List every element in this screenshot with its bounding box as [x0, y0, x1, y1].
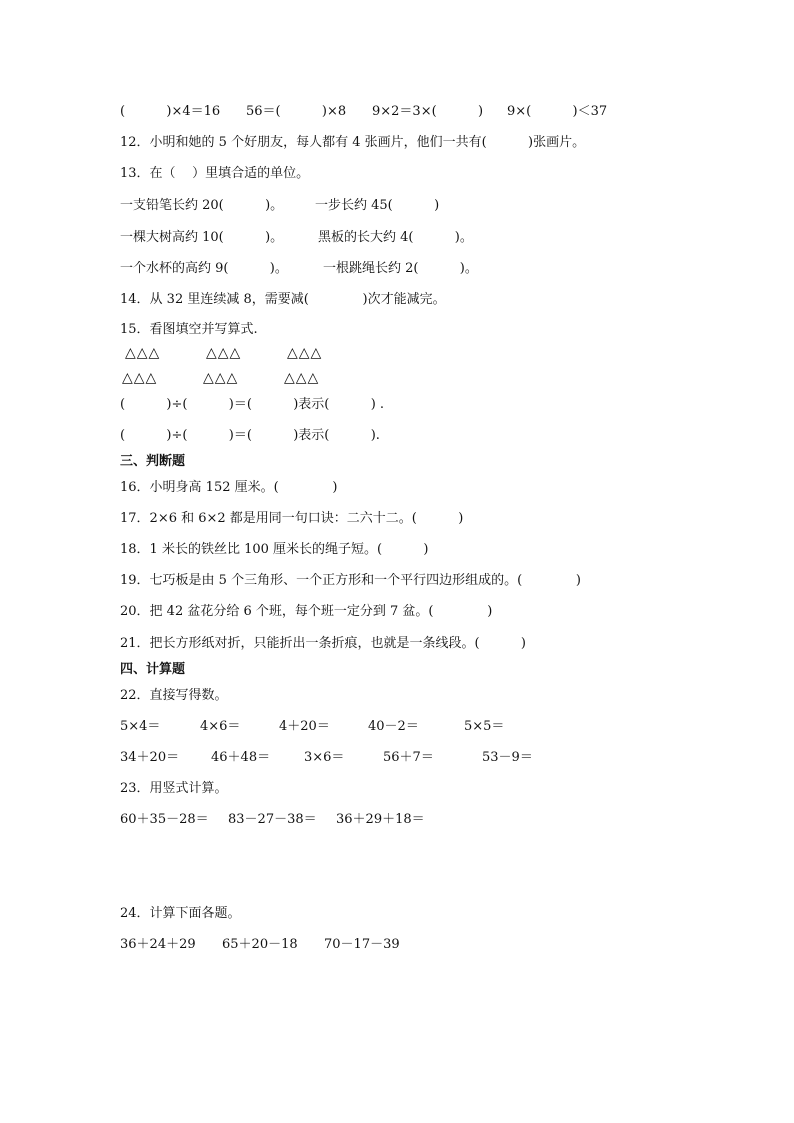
q24-item2: 65＋20－18 [222, 937, 298, 952]
q22-row1-item3: 4＋20＝ [279, 719, 330, 734]
q13-row2-a: 一棵大树高约 10( )。 [120, 230, 284, 245]
question-20: 20．把 42 盆花分给 6 个班，每个班一定分到 7 盆。( ) [120, 604, 493, 619]
q11-item-b: 56＝( )×8 [246, 104, 347, 119]
question-18: 18．1 米长的铁丝比 100 厘米长的绳子短。( ) [120, 542, 429, 557]
question-14: 14．从 32 里连续减 8，需要减( )次才能减完。 [120, 292, 446, 307]
q22-row2-item1: 34＋20＝ [120, 750, 180, 765]
q22-row2-item2: 46＋48＝ [211, 750, 271, 765]
question-21: 21．把长方形纸对折，只能折出一条折痕，也就是一条线段。( ) [120, 636, 527, 651]
triangle-group-2-2: △△△ [203, 370, 239, 386]
q13-row2-b: 黑板的长大约 4( )。 [318, 230, 473, 245]
question-24-stem: 24．计算下面各题。 [120, 906, 241, 921]
q23-item1: 60＋35－28＝ [120, 812, 209, 827]
question-15-stem: 15．看图填空并写算式. [120, 322, 258, 337]
q22-row2-item3: 3×6＝ [304, 750, 345, 765]
q22-row1-item5: 5×5＝ [464, 719, 505, 734]
question-16: 16．小明身高 152 厘米。( ) [120, 480, 338, 495]
q13-row1-b: 一步长约 45( ) [315, 198, 440, 213]
triangle-group-1-2: △△△ [206, 345, 242, 361]
triangle-group-2-3: △△△ [284, 370, 320, 386]
section-4-title: 四、计算题 [120, 662, 186, 677]
question-12: 12．小明和她的 5 个好朋友，每人都有 4 张画片，他们一共有( )张画片。 [120, 135, 586, 150]
triangle-group-1-1: △△△ [125, 345, 161, 361]
q22-row1-item4: 40－2＝ [368, 719, 419, 734]
q11-item-a: ( )×4＝16 [120, 104, 221, 119]
q24-item1: 36＋24＋29 [120, 937, 196, 952]
question-19: 19．七巧板是由 5 个三角形、一个正方形和一个平行四边形组成的。( ) [120, 573, 581, 588]
question-23-stem: 23．用竖式计算。 [120, 781, 228, 796]
q15-formula-2: ( )÷( )＝( )表示( ). [120, 428, 380, 443]
q23-item3: 36＋29＋18＝ [336, 812, 425, 827]
question-17: 17．2×6 和 6×2 都是用同一句口诀：二六十二。( ) [120, 511, 464, 526]
q11-item-d: 9×( )＜37 [507, 104, 608, 119]
q13-row3-a: 一个水杯的高约 9( )。 [120, 261, 288, 276]
q11-item-c: 9×2＝3×( ) [372, 104, 484, 119]
q22-row2-item5: 53－9＝ [482, 750, 533, 765]
question-13-stem: 13．在（ ）里填合适的单位。 [120, 166, 310, 181]
q24-item3: 70－17－39 [324, 937, 400, 952]
q13-row3-b: 一根跳绳长约 2( )。 [323, 261, 478, 276]
triangle-group-1-3: △△△ [287, 345, 323, 361]
q22-row1-item2: 4×6＝ [200, 719, 241, 734]
section-3-title: 三、判断题 [120, 454, 186, 469]
q15-formula-1: ( )÷( )＝( )表示( ) . [120, 397, 385, 412]
question-22-stem: 22．直接写得数。 [120, 688, 228, 703]
q22-row1-item1: 5×4＝ [120, 719, 161, 734]
q13-row1-a: 一支铅笔长约 20( )。 [120, 198, 284, 213]
q22-row2-item4: 56＋7＝ [383, 750, 434, 765]
q23-item2: 83－27－38＝ [228, 812, 317, 827]
triangle-group-2-1: △△△ [122, 370, 158, 386]
